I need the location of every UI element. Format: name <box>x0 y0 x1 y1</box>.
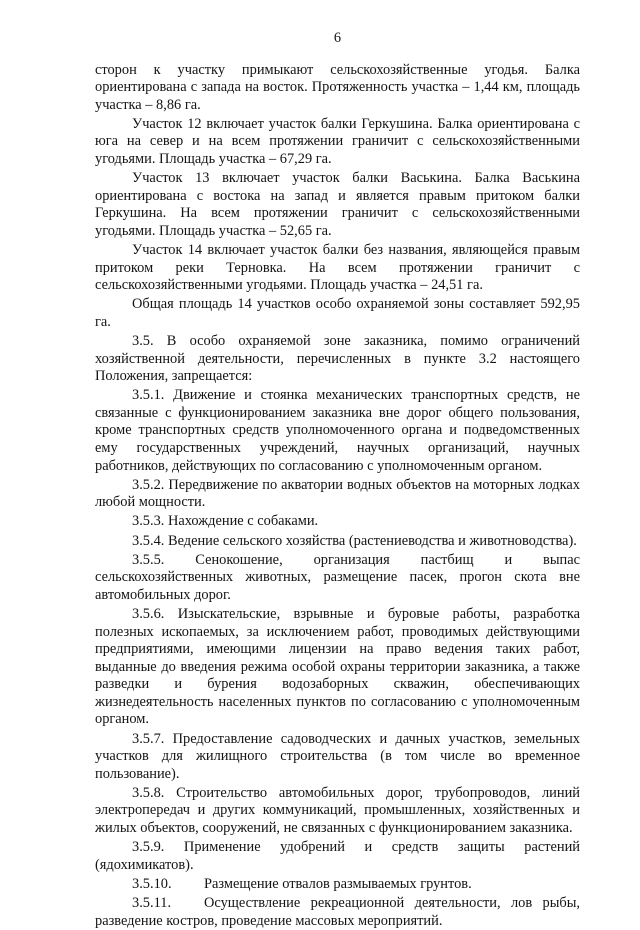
paragraph-3-5-10 <box>95 876 580 894</box>
paragraph-3-5-5: 3.5.5. Сенокошение, организация пастбищ и выпас сельскохозяйственных животных, размещение пасек, прогон скота вне автомобильных дорог. <box>95 552 580 605</box>
item-number: 3.5.10. <box>132 876 204 894</box>
paragraph-plot-11-end: сторон к участку примыкают сельскохозяйственные угодья. Балка ориентирована с запада на восток. Протяженность участка – 1,44 км, площадь участка – 8,86 га. <box>95 62 580 115</box>
paragraph-section-3-5: 3.5. В особо охраняемой зоне заказника, помимо ограничений хозяйственной деятельности, перечисленных в пункте 3.2 настоящего Положения, запрещается: <box>95 333 580 386</box>
paragraph-3-5-9: 3.5.9. Применение удобрений и средств защиты растений (ядохимикатов). <box>95 839 580 874</box>
page-number: 6 <box>95 30 580 48</box>
paragraph-3-5-1: 3.5.1. Движение и стоянка механических транспортных средств, не связанные с функционированием заказника вне дорог общего пользования, кроме транспортных средств уполномоченного органа и подведомственных ему государственных учреждений, научных организаций, научных работников, действующих по согласованию с уполномоченным органом. <box>95 387 580 475</box>
paragraph-3-5-3: 3.5.3. Нахождение с собаками. <box>95 513 580 531</box>
paragraph-3-5-7: 3.5.7. Предоставление садоводческих и дачных участков, земельных участков для жилищного строительства (в том числе во временное пользование). <box>95 731 580 784</box>
paragraph-3-5-6: 3.5.6. Изыскательские, взрывные и буровые работы, разработка полезных ископаемых, за исключением работ, проводимых действующими предприятиями, имеющими лицензии на право ведения таких работ, выданные до введения режима особой охраны территории заказника, а также разведки и бурения водозаборных скважин, обеспечивающих жизнедеятельность населенных пунктов по согласованию с уполномоченным органом. <box>95 606 580 729</box>
paragraph-3-5-11 <box>95 895 580 930</box>
paragraph-plot-14: Участок 14 включает участок балки без названия, являющейся правым притоком реки Терновка. На всем протяжении граничит с сельскохозяйственными угодьями. Площадь участка – 24,51 га. <box>95 242 580 295</box>
paragraph-plot-13: Участок 13 включает участок балки Васькина. Балка Васькина ориентирована с востока на запад и является правым притоком балки Геркушина. На всем протяжении граничит с сельскохозяйственными угодьями. Площадь участка – 52,65 га. <box>95 170 580 240</box>
paragraph-total-area: Общая площадь 14 участков особо охраняемой зоны составляет 592,95 га. <box>95 296 580 331</box>
paragraph-3-5-2: 3.5.2. Передвижение по акватории водных объектов на моторных лодках любой мощности. <box>95 477 580 512</box>
item-text: Осуществление рекреационной деятельности, лов рыбы, <box>204 895 580 913</box>
paragraph-plot-12: Участок 12 включает участок балки Геркушина. Балка ориентирована с юга на север и на всем протяжении граничит с сельскохозяйственными угодьями. Площадь участка – 67,29 га. <box>95 116 580 169</box>
paragraph-3-5-4: 3.5.4. Ведение сельского хозяйства (растениеводства и животноводства). <box>95 533 580 551</box>
item-text: Размещение отвалов размываемых грунтов. <box>204 876 580 894</box>
item-text-continuation: разведение костров, проведение массовых мероприятий. <box>95 913 580 930</box>
paragraph-3-5-8: 3.5.8. Строительство автомобильных дорог, трубопроводов, линий электропередач и других коммуникаций, промышленных, хозяйственных и жилых объектов, сооружений, не связанных с функционированием заказника. <box>95 785 580 838</box>
item-number: 3.5.11. <box>132 895 204 913</box>
